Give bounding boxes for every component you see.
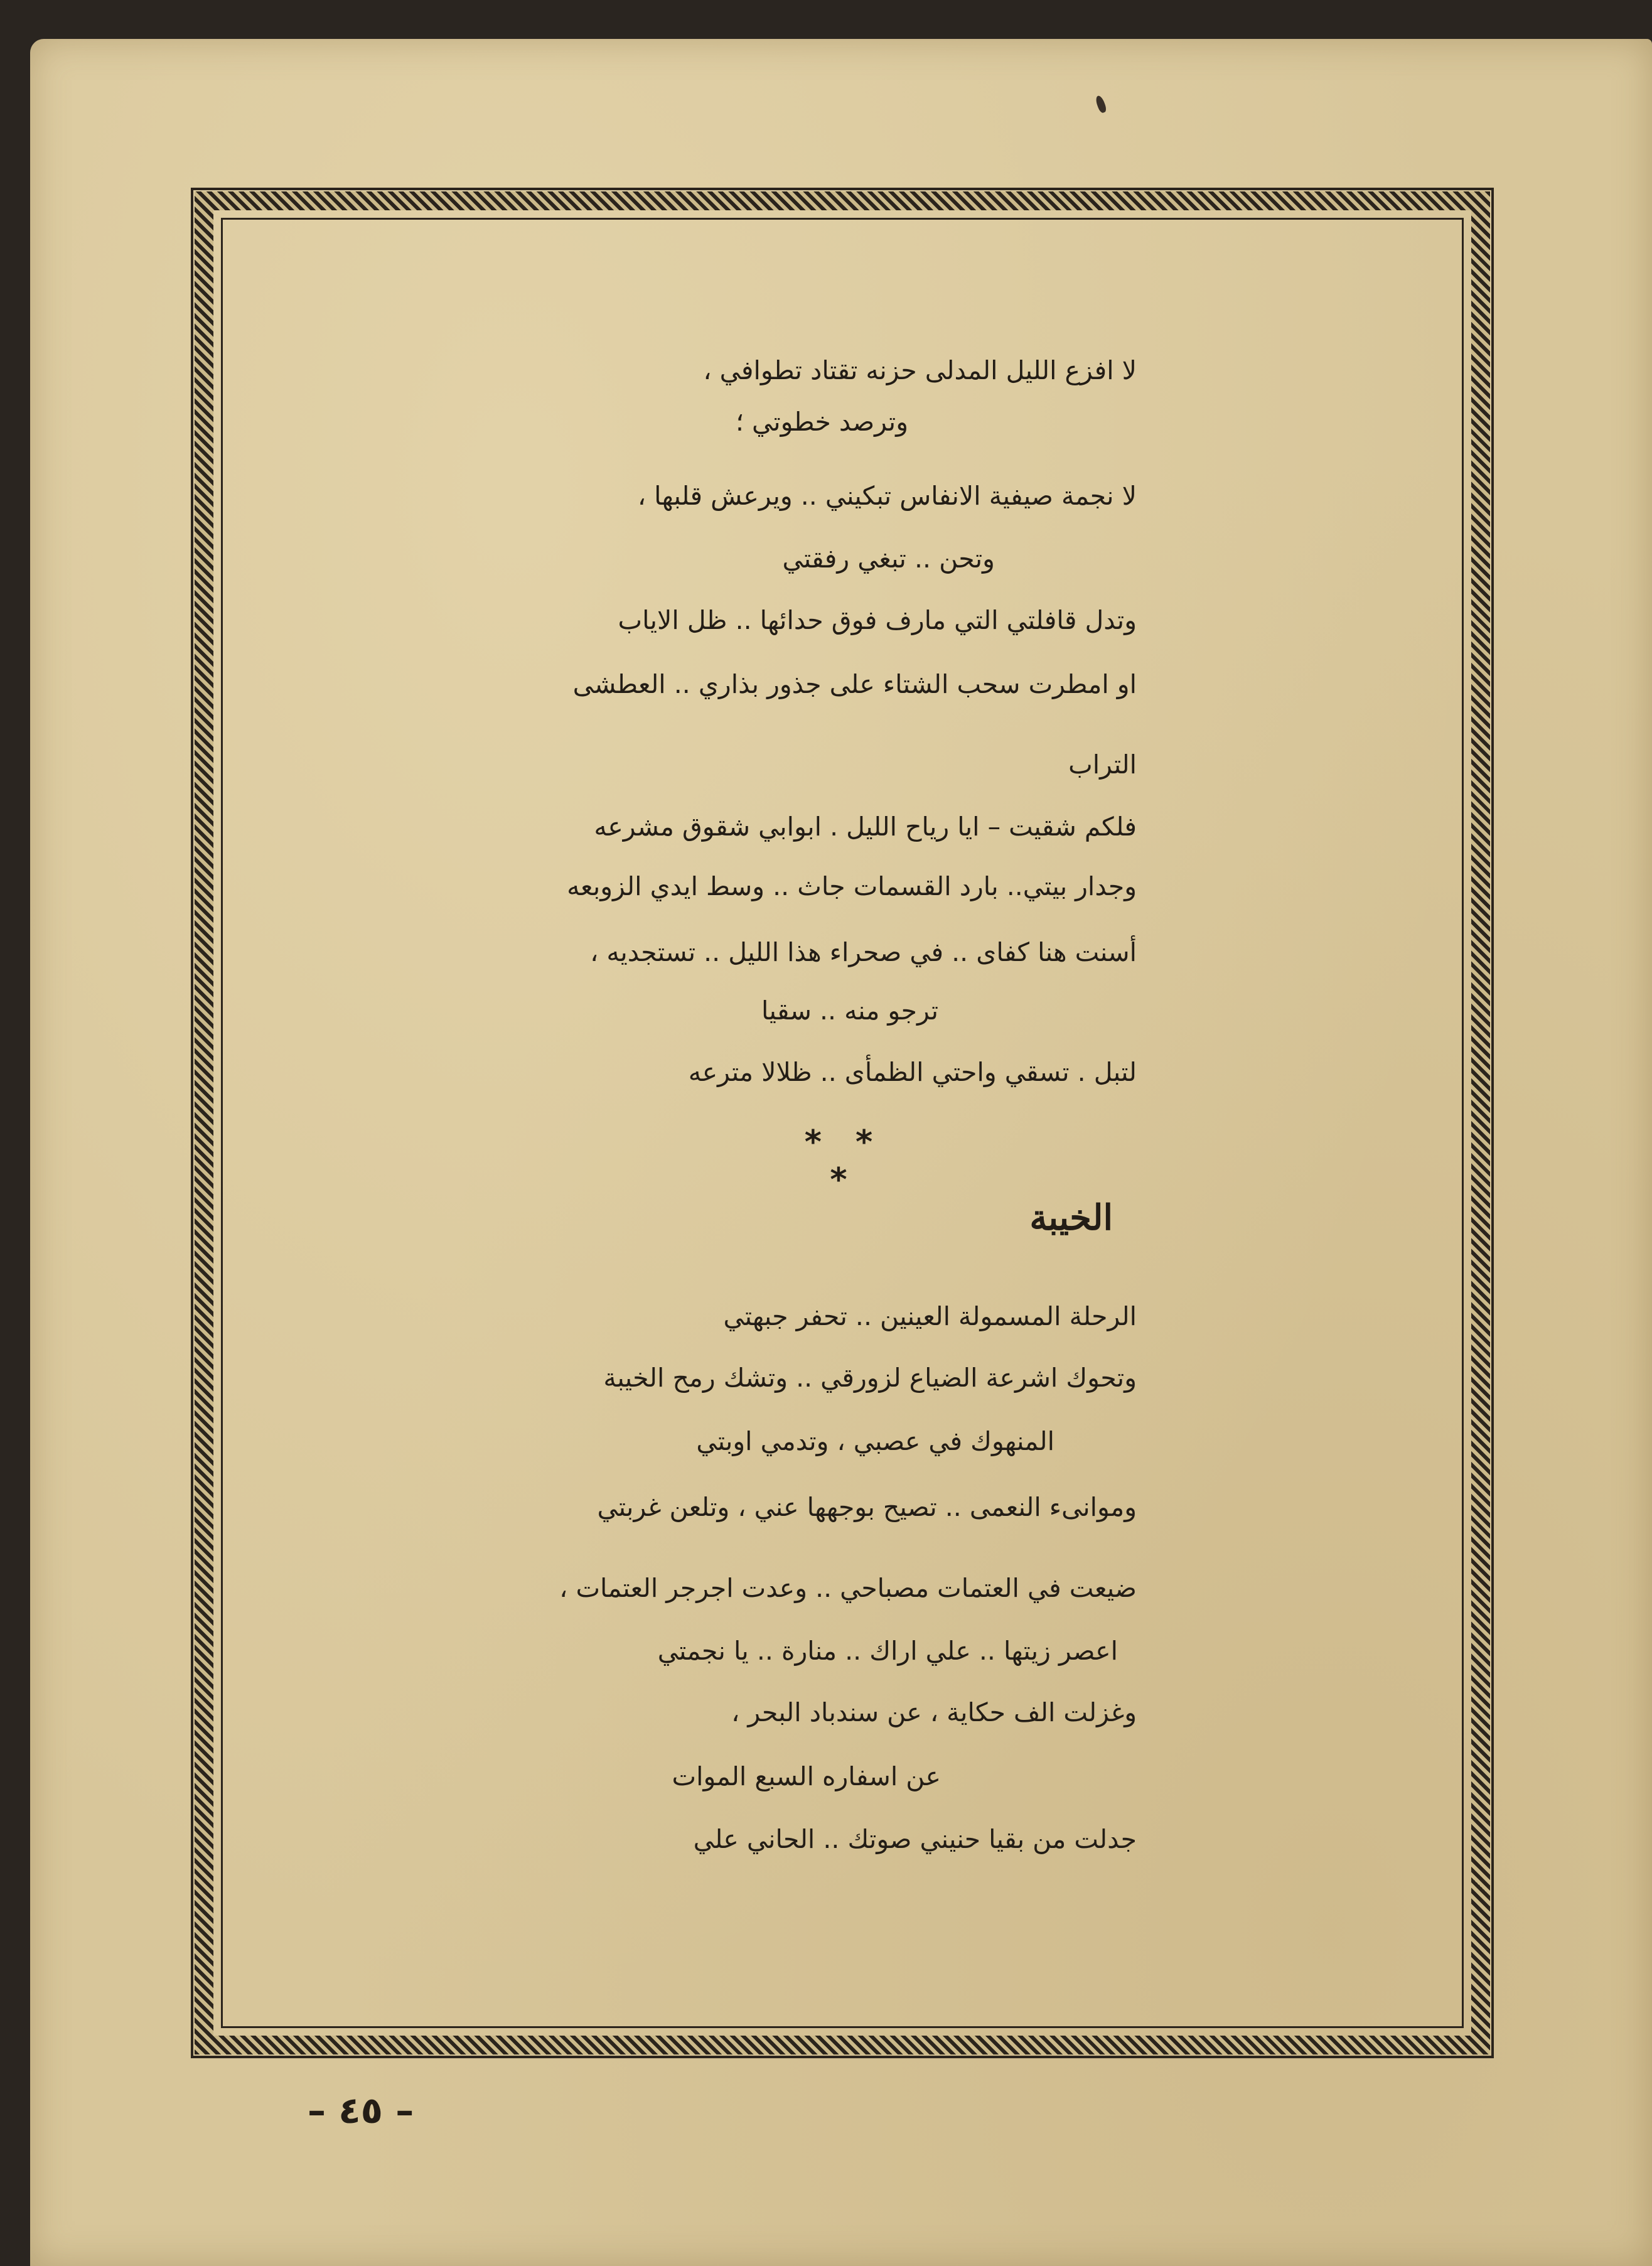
poem-line: وموانىء النعمى .. تصيح بوجهها عني ، وتلعن غربتي — [597, 1492, 1137, 1522]
poem-line: فلكم شقيت – ايا رياح الليل . ابوابي شقوق مشرعه — [594, 812, 1137, 842]
poem-line: وغزلت الف حكاية ، عن سندباد البحر ، — [731, 1697, 1137, 1727]
poem-line: اعصر زيتها .. علي اراك .. منارة .. يا نجمتي — [657, 1636, 1118, 1666]
poem-line: وترصد خطوتي ؛ — [735, 407, 908, 437]
poem-line: أسنت هنا كفاى .. في صحراء هذا الليل .. تستجديه ، — [590, 937, 1137, 967]
poem-line: وجدار بيتي.. بارد القسمات جاث .. وسط ايدي الزوبعه — [567, 871, 1137, 901]
poem-line: وتحن .. تبغي رفقتي — [782, 544, 995, 574]
poem-line: الرحلة المسمولة العينين .. تحفر جبهتي — [723, 1301, 1137, 1331]
poem-line: جدلت من بقيا حنيني صوتك .. الحاني علي — [693, 1824, 1137, 1854]
poem-line: عن اسفاره السبع الموات — [672, 1761, 941, 1791]
page-number: – ٤٥ – — [308, 2089, 414, 2132]
poem-line: التراب — [1068, 749, 1137, 780]
poem-line: لا نجمة صيفية الانفاس تبكيني .. ويرعش قلبها ، — [637, 481, 1137, 511]
poem-line: ضيعت في العتمات مصباحي .. وعدت اجرجر العتمات ، — [559, 1573, 1137, 1603]
poem-title: الخيبة — [1029, 1197, 1113, 1238]
poem-line: لتبل . تسقي واحتي الظمأى .. ظلالا مترعه — [688, 1057, 1137, 1087]
section-separator: * * * — [804, 1124, 884, 1199]
poem-line: وتحوك اشرعة الضياع لزورقي .. وتشك رمح الخيبة — [603, 1363, 1137, 1393]
poem-line: ترجو منه .. سقيا — [761, 996, 938, 1026]
poem-line: المنهوك في عصبي ، وتدمي اوبتي — [696, 1426, 1054, 1456]
poem-line: لا افزع الليل المدلى حزنه تقتاد تطوافي ، — [703, 355, 1137, 385]
poem-line: او امطرت سحب الشتاء على جذور بذاري .. العطشى — [572, 669, 1137, 699]
poem-line: وتدل قافلتي التي مارف فوق حدائها .. ظل الاياب — [618, 605, 1137, 635]
